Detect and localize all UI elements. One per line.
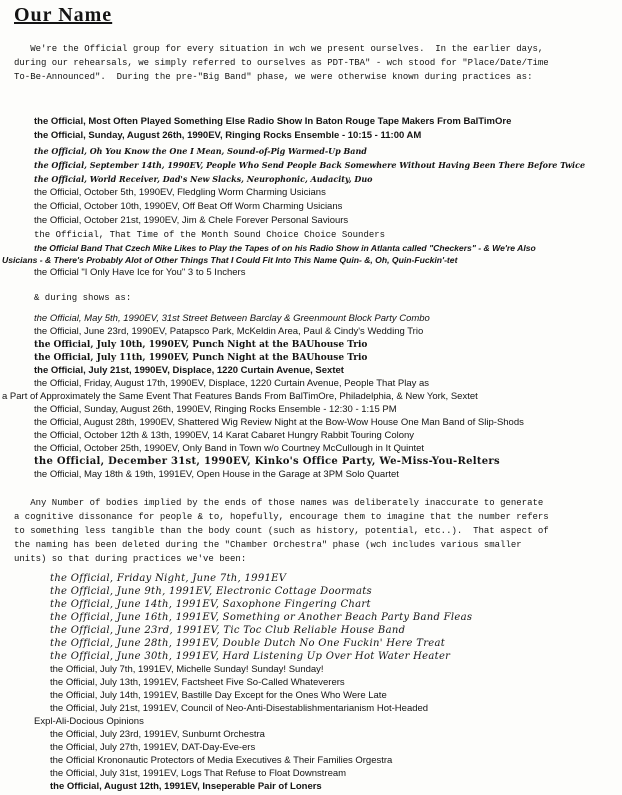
list-item: the Official, July 27th, 1991EV, DAT-Day-Eve-ers [50,742,256,753]
list-item: the Official, June 9th, 1991EV, Electronic Cottage Doormats [50,586,372,597]
list-item: the Official, August 12th, 1991EV, Inseperable Pair of Loners [50,781,322,792]
page-title: Our Name [14,4,113,26]
list-item: the Official, June 30th, 1991EV, Hard Listening Up Over Hot Water Heater [50,651,451,662]
list-item: Expl-Ali-Docious Opinions [34,716,144,727]
list-item: the Official, Oh You Know the One I Mean, Sound-of-Pig Warmed-Up Band [34,146,367,156]
during-shows-label: & during shows as: [34,293,132,303]
list-item: the Official, Sunday, August 26th, 1990EV, Ringing Rocks Ensemble - 10:15 - 11:00 AM [34,130,422,141]
list-item: the Official, June 16th, 1991EV, Something or Another Beach Party Band Fleas [50,612,473,623]
list-item: the Official, June 28th, 1991EV, Double Dutch No One Fuckin' Here Treat [50,638,446,649]
list-item: the Official, That Time of the Month Sound Choice Choice Sounders [34,230,386,240]
list-item: the Official, July 10th, 1990EV, Punch Night at the BAUhouse Trio [34,340,368,350]
number-of-bodies-paragraph: Any Number of bodies implied by the ends of those names was deliberately inaccurate to generate a cognitive dissonance for people & to, hopefully, encourage them to imagine that the number refers to something less tangible than the body count (such as history, potential, etc..). That aspect of the naming has been deleted during the "Chamber Orchestra" phase (wch includes various smaller units) so that during practices we've been: [14,498,549,564]
list-item: the Official, July 31st, 1991EV, Logs That Refuse to Float Downstream [50,768,347,779]
list-item: the Official, July 23rd, 1991EV, Sunburnt Orchestra [50,729,265,740]
list-item: the Official, Sunday, August 26th, 1990EV, Ringing Rocks Ensemble - 12:30 - 1:15 PM [34,404,397,415]
list-item: the Official, July 11th, 1990EV, Punch Night at the BAUhouse Trio [34,353,368,363]
list-item: the Official, October 5th, 1990EV, Fledgling Worm Charming Usicians [34,187,326,198]
list-item: the Official, Most Often Played Something Else Radio Show In Baton Rouge Tape Makers From BalTimOre [34,116,512,127]
list-item: the Official, June 14th, 1991EV, Saxophone Fingering Chart [50,599,371,610]
intro-paragraph: We're the Official group for every situation in wch we present ourselves. In the earlier days, during our rehearsals, we simply referred to ourselves as PDT-TBA" - wch stood for "Place/Date/Time To-Be-Announced". During the pre-"Big Band" phase, we were otherwise known during practices as: [14,44,549,82]
list-item: the Official, October 21st, 1990EV, Jim & Chele Forever Personal Saviours [34,215,349,226]
list-item: the Official, May 5th, 1990EV, 31st Street Between Barclay & Greenmount Block Party Combo [34,313,430,324]
list-item: the Official, October 12th & 13th, 1990EV, 14 Karat Cabaret Hungry Rabbit Touring Colony [34,430,415,441]
list-item: a Part of Approximately the Same Event That Features Bands From BalTimOre, Philadelphia, & New York, Sextet [2,391,478,402]
list-item: the Official, July 21st, 1991EV, Council of Neo-Anti-Disestablishmentarianism Hot-Headed [50,703,429,714]
list-item: Usicians - & There's Probably Alot of Other Things That I Could Fit Into This Name Quin- &, Oh, Quin-Fuckin'-tet [2,255,458,265]
list-item: the Official, October 10th, 1990EV, Off Beat Off Worm Charming Usicians [34,201,343,212]
list-item: the Official "I Only Have Ice for You" 3 to 5 Inchers [34,267,246,278]
list-item: the Official, October 25th, 1990EV, Only Band in Town w/o Courtney McCullough in It Quintet [34,443,425,454]
list-item: the Official, Friday, August 17th, 1990EV, Displace, 1220 Curtain Avenue, People That Play as [34,378,430,389]
list-item: the Official, Friday Night, June 7th, 1991EV [50,573,287,584]
list-item: the Official, July 7th, 1991EV, Michelle Sunday! Sunday! Sunday! [50,664,324,675]
list-item: the Official, June 23rd, 1990EV, Patapsco Park, McKeldin Area, Paul & Cindy's Wedding Trio [34,326,424,337]
list-item: the Official, December 31st, 1990EV, Kinko's Office Party, We-Miss-You-Relters [34,456,500,467]
list-item: the Official, July 21st, 1990EV, Displace, 1220 Curtain Avenue, Sextet [34,365,344,376]
list-item: the Official, May 18th & 19th, 1991EV, Open House in the Garage at 3PM Solo Quartet [34,469,399,480]
list-item: the Official Band That Czech Mike Likes to Play the Tapes of on his Radio Show in Atlanta called "Checkers" - & We're Also [34,243,536,253]
list-item: the Official, June 23rd, 1991EV, Tic Toc Club Reliable House Band [50,625,406,636]
list-item: the Official, September 14th, 1990EV, People Who Send People Back Somewhere Without Having Been There Before Twice [34,160,586,170]
list-item: the Official, July 14th, 1991EV, Bastille Day Except for the Ones Who Were Late [50,690,387,701]
list-item: the Official, July 13th, 1991EV, Factsheet Five So-Called Whateverers [50,677,345,688]
list-item: the Official, World Receiver, Dad's New Slacks, Neurophonic, Audacity, Duo [34,174,373,184]
list-item: the Official, August 28th, 1990EV, Shattered Wig Review Night at the Bow-Wow House One Man Band of Slip-Shods [34,417,524,428]
list-item: the Official Krononautic Protectors of Media Executives & Their Families Orgestra [50,755,393,766]
